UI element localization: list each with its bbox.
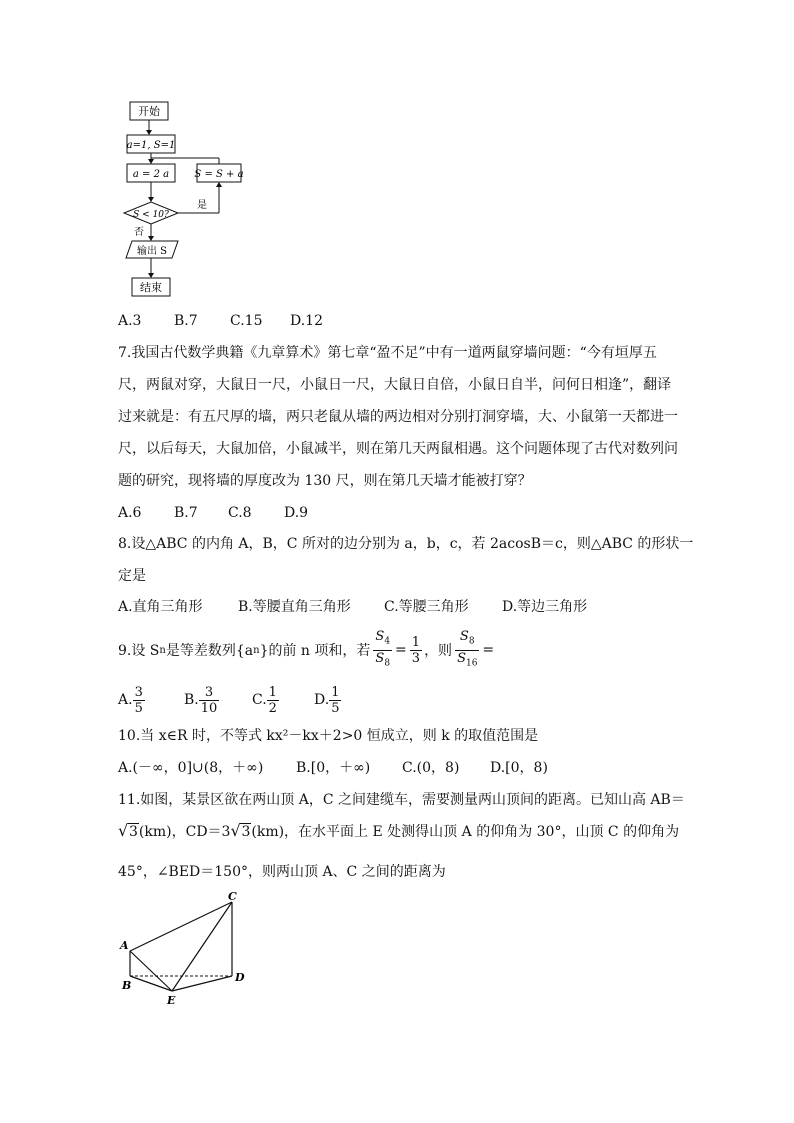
q6-option-c[interactable]: C.15	[230, 313, 263, 329]
q10-option-c[interactable]: C.(0，8)	[402, 760, 460, 776]
q9-stem: 9.设 S n 是等差数列{a n }的前 n 项和，若 $\frac{S_4}{S_8}$ = $\frac{1}{3}$ ，则 $\frac{S_8}{S_{16}}$ =	[118, 628, 494, 672]
q9-fraction-one-third: $\frac{1}{3}$	[411, 634, 421, 666]
q11-label-c: C	[228, 890, 237, 903]
q8-option-d[interactable]: D.等边三角形	[502, 599, 588, 615]
q9-option-d[interactable]: D. $\frac{1}{5}$	[314, 684, 340, 716]
q11-label-e: E	[167, 994, 176, 1006]
q11-mountain-figure	[118, 888, 258, 1006]
flow-output-text: 输出 S	[136, 246, 168, 257]
q11-line-1: 11.如图，某景区欲在两山顶 A，C 之间建缆车，需要测量两山顶间的距离。已知山高 AB＝	[118, 792, 685, 808]
q7-option-c[interactable]: C.8	[228, 505, 252, 521]
q11-label-d: D	[235, 971, 245, 984]
q11-label-a: A	[120, 939, 129, 952]
q10-stem: 10.当 x∈R 时，不等式 kx²－kx＋2>0 恒成立，则 k 的取值范围是	[118, 728, 539, 744]
q8-option-b[interactable]: B.等腰直角三角形	[238, 599, 351, 615]
q6-option-a[interactable]: A.3	[118, 313, 142, 329]
flow-no-label: 否	[134, 227, 144, 238]
q11-sqrt-3-b: √ 3	[230, 821, 251, 840]
q9-option-c[interactable]: C. $\frac{1}{2}$	[252, 684, 277, 716]
q6-option-d[interactable]: D.12	[290, 313, 323, 329]
q9-options	[118, 678, 418, 722]
flow-start-text: 开始	[138, 105, 160, 118]
flow-cond-text: S < 10?	[133, 210, 169, 220]
q9-option-b[interactable]: B. $\frac{3}{10}$	[184, 684, 218, 716]
q8-option-c[interactable]: C.等腰三角形	[384, 599, 469, 615]
q11-line-2: √ 3(km)，CD＝3 √ 3(km)，在水平面上 E 处测得山顶 A 的仰角为 30°，山顶 C 的仰角为	[118, 821, 680, 840]
q7-line-4: 尺，以后每天，大鼠加倍，小鼠减半，则在第几天两鼠相遇。这个问题体现了古代对数列问	[118, 441, 678, 457]
q8-line-2: 定是	[118, 568, 146, 584]
q11-sqrt-3-a: √ 3	[118, 821, 138, 840]
flow-yes-label: 是	[197, 200, 207, 211]
q9-fraction-s4-s8: $\frac{S_4}{S_8}$	[375, 628, 391, 669]
flow-end-text: 结束	[140, 281, 162, 294]
q7-option-a[interactable]: A.6	[118, 505, 142, 521]
flow-update-text: S = S + a	[194, 169, 244, 180]
q9-fraction-s8-s16: $\frac{S_8}{S_{16}}$	[457, 628, 478, 669]
q7-line-5: 题的研究，现将墙的厚度改为 130 尺，则在第几天墙才能被打穿？	[118, 473, 532, 489]
flowchart-diagram	[118, 96, 248, 302]
q9-option-a[interactable]: A. $\frac{3}{5}$	[118, 684, 143, 716]
q11-label-b: B	[122, 979, 132, 992]
flow-step-text: a = 2 a	[132, 169, 170, 180]
q7-line-3: 过来就是：有五尺厚的墙，两只老鼠从墙的两边相对分别打洞穿墙，大、小鼠第一天都进一	[118, 409, 678, 425]
q8-option-a[interactable]: A.直角三角形	[118, 599, 203, 615]
q8-line-1: 8.设△ABC 的内角 A，B，C 所对的边分别为 a，b，c，若 2acosB＝c，则△ABC 的形状一	[118, 536, 694, 552]
q7-option-d[interactable]: D.9	[284, 505, 309, 521]
q10-option-b[interactable]: B.[0，＋∞)	[296, 760, 371, 776]
flow-init-text: a=1, S=1	[126, 140, 176, 151]
q10-option-a[interactable]: A.(－∞，0]∪(8，＋∞)	[118, 760, 264, 776]
q6-option-b[interactable]: B.7	[174, 313, 198, 329]
q10-option-d[interactable]: D.[0，8)	[490, 760, 548, 776]
q7-option-b[interactable]: B.7	[174, 505, 198, 521]
q11-line-3: 45°，∠BED＝150°，则两山顶 A、C 之间的距离为	[118, 864, 446, 880]
q7-line-1: 7.我国古代数学典籍《九章算术》第七章“盈不足”中有一道两鼠穿墙问题：“今有垣厚五	[118, 345, 657, 361]
q7-line-2: 尺，两鼠对穿，大鼠日一尺，小鼠日一尺，大鼠日自倍，小鼠日自半，问何日相逢”，翻译	[118, 377, 672, 393]
